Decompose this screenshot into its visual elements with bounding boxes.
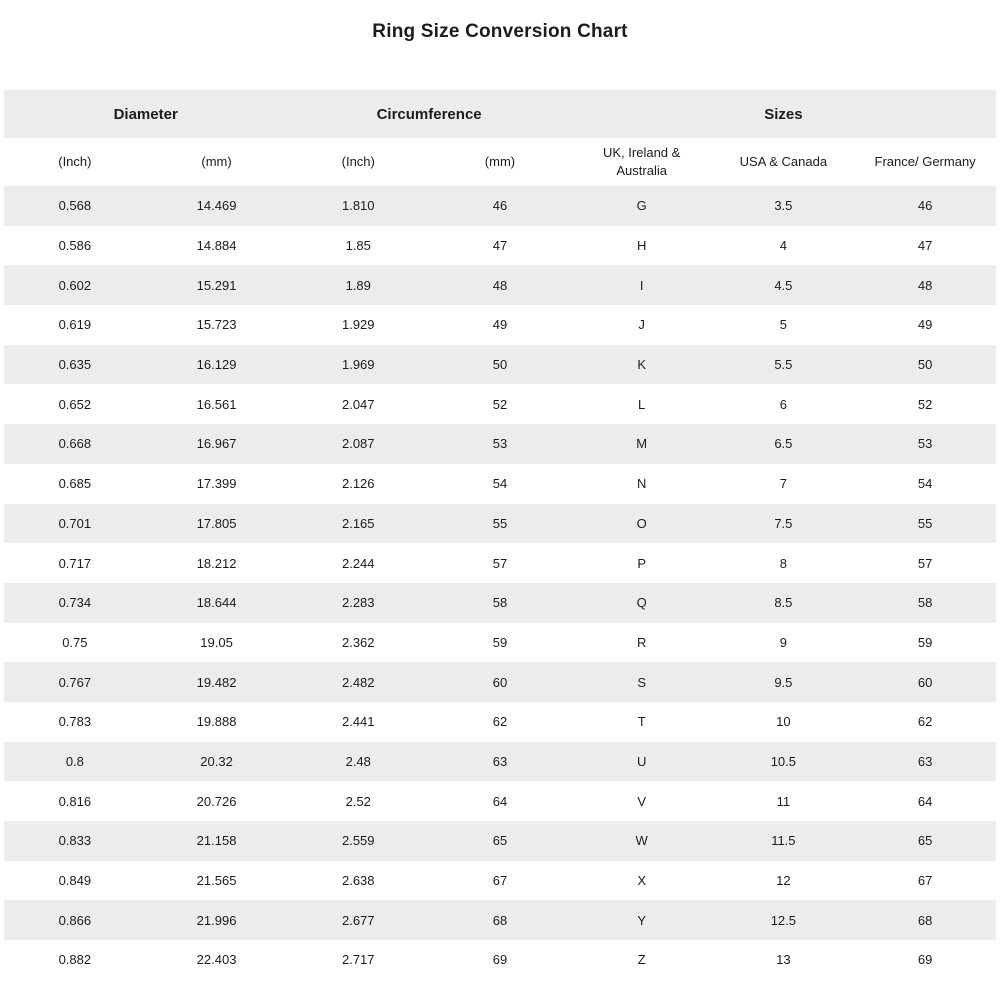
table-row: [4, 504, 996, 544]
table-cell: 20.32: [200, 753, 233, 769]
table-cell: 11: [776, 793, 791, 809]
table-cell: 16.561: [196, 396, 237, 412]
table-cell: 22.403: [196, 952, 237, 968]
table-cell: 54: [917, 476, 933, 492]
table-row: [4, 265, 996, 305]
table-cell: 2.677: [341, 912, 375, 928]
table-cell: 53: [917, 436, 933, 452]
table-row: [4, 424, 996, 464]
table-row: [4, 583, 996, 623]
table-cell: 0.619: [58, 317, 92, 333]
group-header-diameter: Diameter: [4, 90, 287, 138]
table-cell: 2.165: [341, 515, 375, 531]
table-cell: 2.126: [341, 476, 375, 492]
table-cell: 12.5: [770, 912, 797, 928]
table-cell: 18.644: [196, 595, 237, 611]
table-cell: 11.5: [771, 833, 796, 849]
table-cell: T: [637, 714, 646, 730]
table-cell: 7.5: [774, 515, 793, 531]
table-cell: O: [636, 515, 647, 531]
table-row: [4, 464, 996, 504]
table-cell: 21.565: [196, 873, 237, 889]
table-cell: 0.816: [58, 793, 92, 809]
table-cell: 0.849: [58, 873, 92, 889]
table-cell: 12: [776, 873, 791, 889]
table-cell: 2.48: [345, 753, 371, 769]
table-cell: I: [639, 277, 644, 293]
table-row: [4, 742, 996, 782]
table-row: [4, 702, 996, 742]
column-header-circumference-mm: (mm): [429, 138, 571, 186]
table-cell: 54: [492, 476, 508, 492]
table-cell: 52: [492, 396, 508, 412]
table-cell: V: [637, 793, 646, 809]
table-cell: 2.638: [341, 873, 375, 889]
table-cell: 2.482: [341, 674, 375, 690]
table-cell: 60: [917, 674, 933, 690]
table-cell: 14.884: [196, 238, 237, 254]
column-header-row: [4, 138, 996, 186]
table-cell: 53: [492, 436, 508, 452]
table-cell: 0.602: [58, 277, 92, 293]
column-header-usa-canada: USA & Canada: [713, 138, 855, 186]
table-cell: S: [637, 674, 646, 690]
table-row: [4, 623, 996, 663]
table-cell: 1.810: [341, 198, 375, 214]
group-header-circumference: Circumference: [287, 90, 570, 138]
table-cell: 67: [492, 873, 508, 889]
table-cell: 10.5: [770, 753, 797, 769]
table-cell: 13: [776, 952, 791, 968]
table-cell: G: [636, 198, 647, 214]
table-cell: U: [636, 753, 647, 769]
table-cell: 47: [917, 238, 933, 254]
table-cell: 16.129: [196, 357, 237, 373]
table-cell: 0.586: [58, 238, 92, 254]
table-cell: 57: [917, 555, 933, 571]
table-cell: 1.969: [341, 357, 375, 373]
table-cell: 47: [492, 238, 508, 254]
table-cell: J: [638, 317, 645, 333]
table-cell: 63: [492, 753, 508, 769]
table-cell: 6: [779, 396, 787, 412]
table-cell: 0.866: [58, 912, 92, 928]
column-header-diameter-inch: (Inch): [4, 138, 146, 186]
table-cell: 8: [779, 555, 787, 571]
table-cell: 2.717: [341, 952, 375, 968]
table-cell: 2.52: [345, 793, 371, 809]
table-header: [4, 90, 996, 186]
column-header-diameter-mm: (mm): [146, 138, 288, 186]
table-row: [4, 384, 996, 424]
table-row: [4, 226, 996, 266]
table-cell: 5: [779, 317, 787, 333]
table-row: [4, 861, 996, 901]
table-cell: 20.726: [196, 793, 237, 809]
table-cell: 0.635: [58, 357, 92, 373]
table-cell: P: [637, 555, 646, 571]
table-cell: 46: [917, 198, 933, 214]
table-cell: 0.75: [62, 634, 88, 650]
table-cell: 0.668: [58, 436, 92, 452]
table-cell: 63: [917, 753, 933, 769]
table-row: [4, 345, 996, 385]
table-cell: 0.685: [58, 476, 92, 492]
table-row: [4, 662, 996, 702]
table-row: [4, 186, 996, 226]
table-cell: 3.5: [774, 198, 793, 214]
table-cell: 64: [492, 793, 508, 809]
table-cell: 0.717: [58, 555, 92, 571]
table-cell: 21.996: [196, 912, 237, 928]
table-cell: 48: [917, 277, 933, 293]
table-cell: 2.244: [341, 555, 375, 571]
table-cell: 7: [779, 476, 787, 492]
table-row: [4, 940, 996, 980]
table-cell: Q: [636, 595, 647, 611]
table-cell: 69: [917, 952, 933, 968]
table-cell: 2.559: [341, 833, 375, 849]
table-cell: 0.701: [58, 515, 92, 531]
table-cell: 15.291: [196, 277, 237, 293]
table-cell: 0.568: [58, 198, 92, 214]
table-cell: N: [636, 476, 647, 492]
table-cell: 65: [917, 833, 933, 849]
table-cell: 9: [779, 634, 787, 650]
table-cell: 0.767: [58, 674, 92, 690]
table-cell: 15.723: [196, 317, 237, 333]
table-cell: 59: [917, 634, 933, 650]
column-header-france-germany: France/ Germany: [854, 138, 996, 186]
table-cell: 5.5: [774, 357, 793, 373]
table-cell: H: [636, 238, 647, 254]
table-cell: 9.5: [774, 674, 793, 690]
table-cell: 50: [917, 357, 933, 373]
table-cell: Y: [637, 912, 646, 928]
table-cell: 0.833: [58, 833, 92, 849]
table-cell: 1.85: [345, 238, 371, 254]
ring-size-table: [4, 90, 996, 980]
table-cell: X: [637, 873, 646, 889]
table-cell: K: [637, 357, 646, 373]
table-cell: 2.283: [341, 595, 375, 611]
table-cell: 1.929: [341, 317, 375, 333]
table-cell: 68: [492, 912, 508, 928]
table-cell: 62: [492, 714, 508, 730]
table-row: [4, 781, 996, 821]
table-cell: 8.5: [774, 595, 793, 611]
table-cell: R: [636, 634, 647, 650]
table-cell: 55: [492, 515, 508, 531]
table-cell: 46: [492, 198, 508, 214]
table-cell: 58: [492, 595, 508, 611]
table-cell: 62: [917, 714, 933, 730]
table-cell: 19.888: [196, 714, 237, 730]
table-cell: 68: [917, 912, 933, 928]
table-cell: M: [636, 436, 648, 452]
table-cell: 69: [492, 952, 508, 968]
table-cell: 2.087: [341, 436, 375, 452]
table-cell: 58: [917, 595, 933, 611]
table-cell: 19.482: [196, 674, 237, 690]
table-cell: 0.652: [58, 396, 92, 412]
table-row: [4, 900, 996, 940]
column-header-circumference-inch: (Inch): [287, 138, 429, 186]
table-cell: 0.882: [58, 952, 92, 968]
table-cell: 0.8: [65, 753, 84, 769]
table-cell: 18.212: [196, 555, 237, 571]
table-cell: 2.362: [341, 634, 375, 650]
table-cell: 4.5: [774, 277, 793, 293]
table-cell: 21.158: [196, 833, 237, 849]
table-cell: 50: [492, 357, 508, 373]
table-cell: 48: [492, 277, 508, 293]
group-header-sizes: Sizes: [571, 90, 996, 138]
table-cell: 57: [492, 555, 508, 571]
table-cell: 1.89: [345, 277, 371, 293]
page-title: Ring Size Conversion Chart: [372, 21, 628, 42]
table-cell: 52: [917, 396, 933, 412]
table-cell: 49: [917, 317, 933, 333]
table-cell: 0.783: [58, 714, 92, 730]
table-cell: 49: [492, 317, 508, 333]
table-cell: 2.047: [341, 396, 375, 412]
table-row: [4, 305, 996, 345]
table-cell: 64: [917, 793, 933, 809]
table-cell: 10: [776, 714, 791, 730]
table-cell: W: [635, 833, 648, 849]
table-row: [4, 543, 996, 583]
table-cell: L: [638, 396, 646, 412]
table-cell: 19.05: [200, 634, 233, 650]
table-cell: 67: [917, 873, 933, 889]
table-cell: 6.5: [774, 436, 793, 452]
group-header-row: [4, 90, 996, 138]
table-cell: 2.441: [341, 714, 375, 730]
table-cell: 4: [779, 238, 787, 254]
table-row: [4, 821, 996, 861]
table-cell: 55: [917, 515, 933, 531]
table-body: [4, 186, 996, 980]
table-cell: 16.967: [196, 436, 237, 452]
table-cell: 17.805: [196, 515, 237, 531]
table-cell: 59: [492, 634, 508, 650]
table-cell: 60: [492, 674, 508, 690]
table-cell: 14.469: [196, 198, 237, 214]
column-header-uk-ireland-australia: UK, Ireland & Australia: [571, 138, 713, 186]
table-cell: Z: [637, 952, 646, 968]
table-cell: 17.399: [196, 476, 237, 492]
table-cell: 65: [492, 833, 508, 849]
table-cell: 0.734: [58, 595, 92, 611]
